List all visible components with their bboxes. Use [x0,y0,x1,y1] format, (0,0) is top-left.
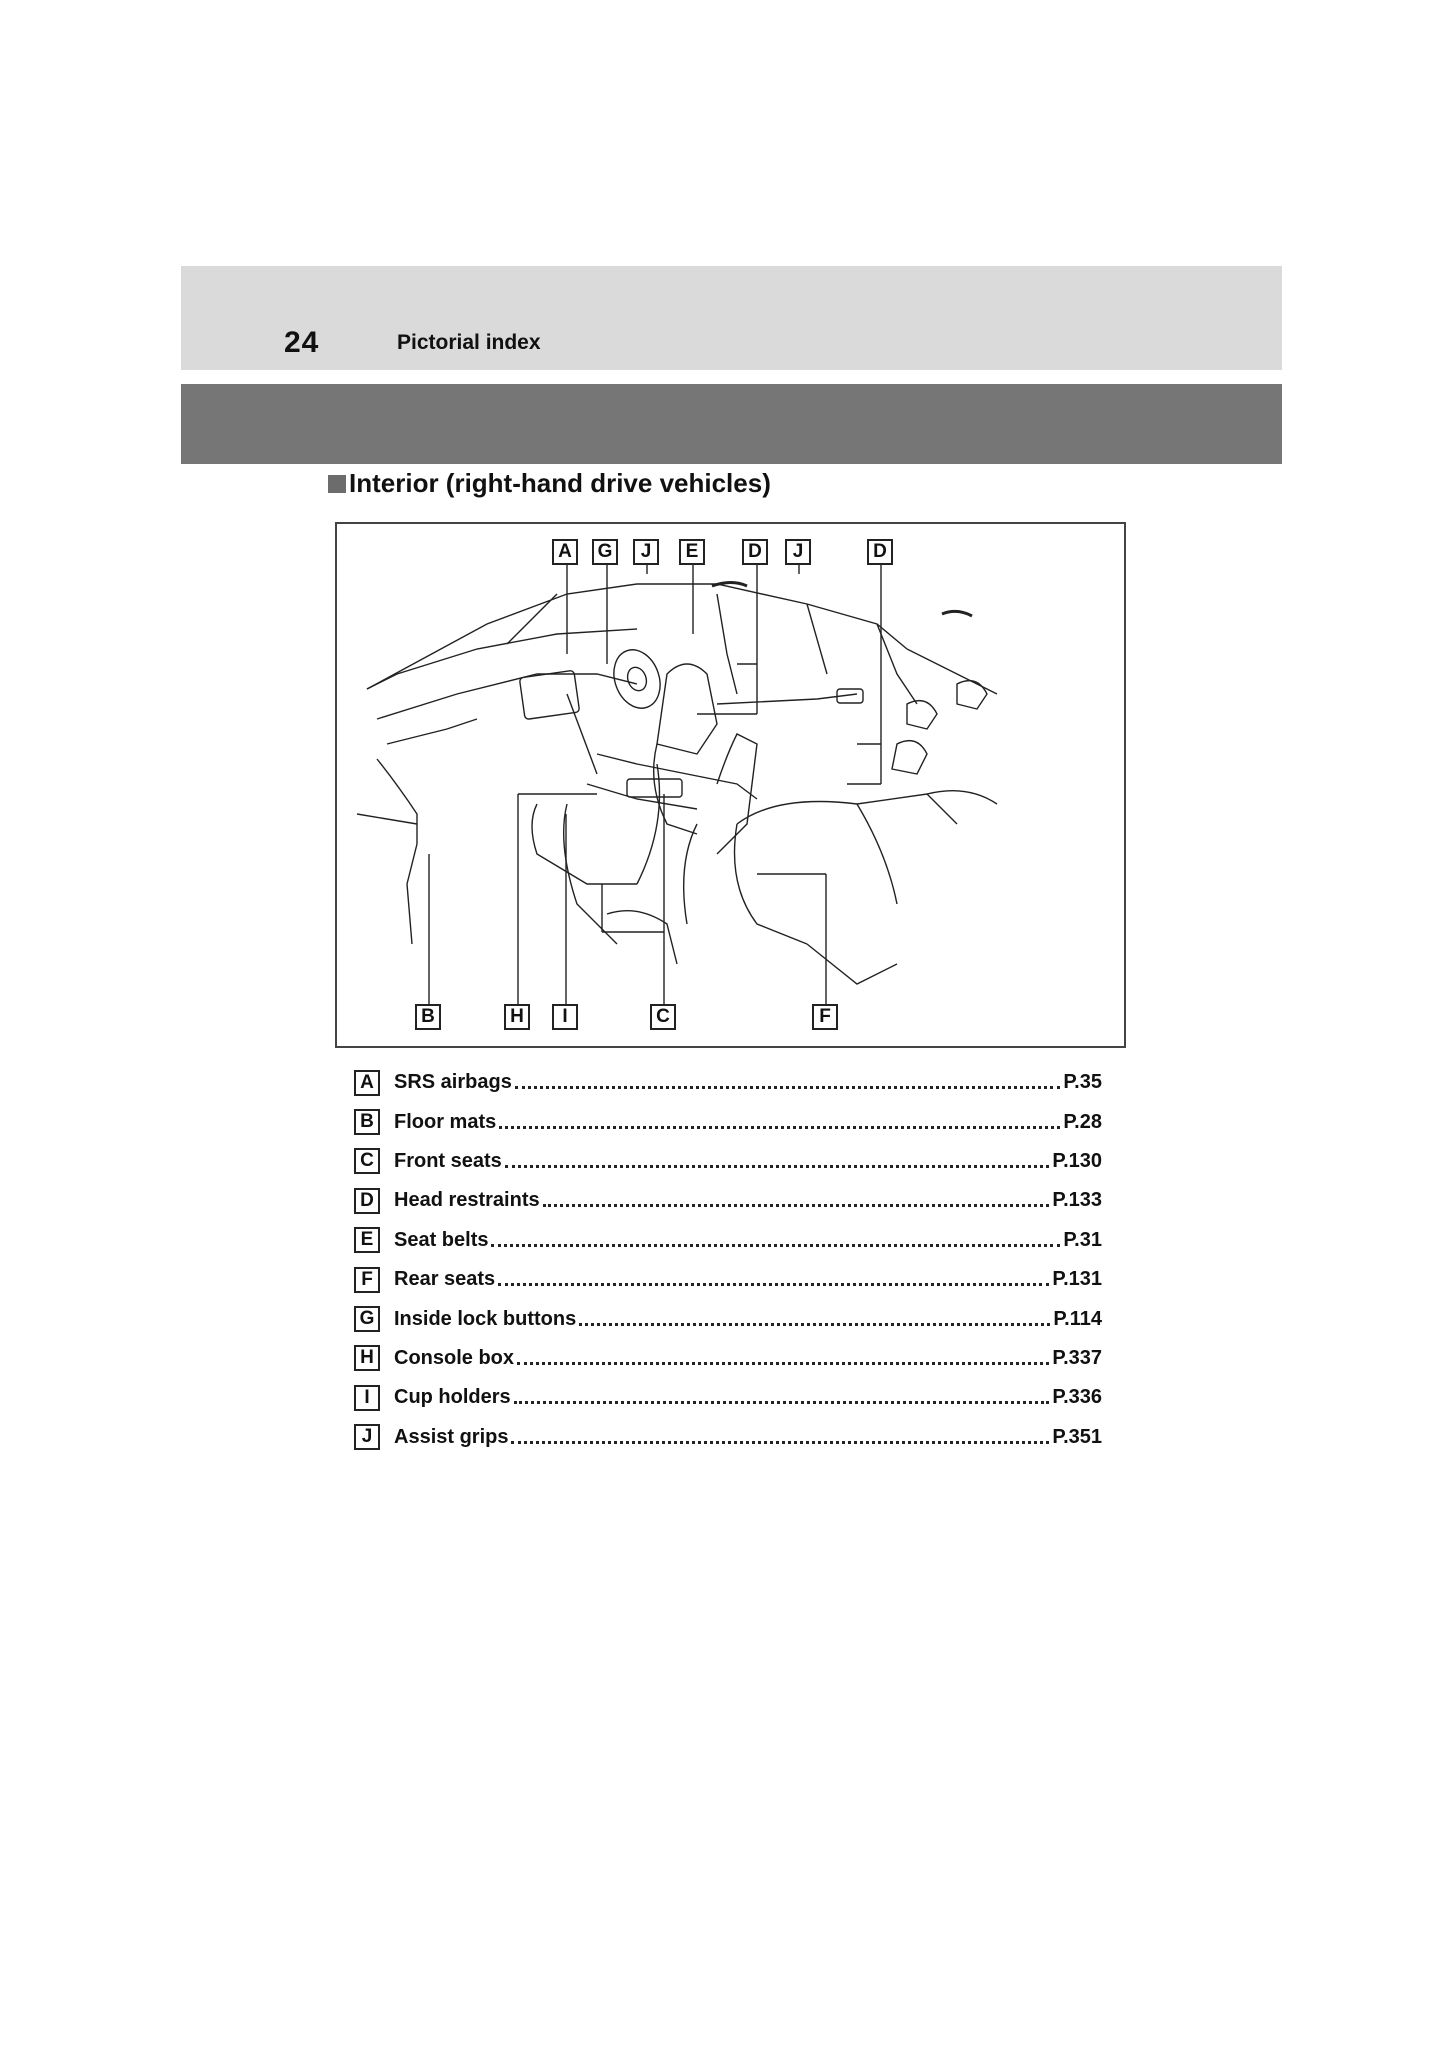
item-key: H [354,1345,380,1371]
callout-bottom-f: F [812,1004,838,1030]
page-reference[interactable]: P.131 [1052,1268,1102,1291]
item-key: I [354,1385,380,1411]
page-number: 24 [284,326,320,359]
item-key: F [354,1267,380,1293]
callout-bottom-c: C [650,1004,676,1030]
item-label: Seat belts [394,1228,489,1251]
page-reference[interactable]: P.337 [1052,1346,1102,1369]
page-reference[interactable]: P.351 [1052,1425,1102,1448]
dot-leader [498,1283,1049,1286]
list-item[interactable] [354,1063,1102,1102]
callout-top-d-2: D [867,539,893,565]
item-label: Assist grips [394,1425,509,1448]
page-heading [328,468,771,499]
item-label: Console box [394,1346,515,1369]
header-band-dark [181,384,1282,464]
list-item[interactable] [354,1299,1102,1338]
callout-top-j-2: J [785,539,811,565]
page-reference[interactable]: P.133 [1052,1189,1102,1212]
list-item[interactable] [354,1418,1102,1457]
heading-text: Interior (right-hand drive vehicles) [349,468,771,498]
item-key: E [354,1227,380,1253]
page-reference[interactable]: P.336 [1052,1386,1102,1409]
dot-leader [514,1401,1050,1404]
header-band-light [181,266,1282,370]
list-item[interactable] [354,1378,1102,1417]
callout-top-g: G [592,539,618,565]
list-item[interactable] [354,1221,1102,1260]
page-reference[interactable]: P.130 [1052,1149,1102,1172]
callout-bottom-b: B [415,1004,441,1030]
item-label: Cup holders [394,1386,511,1409]
index-list [354,1063,1102,1457]
item-label: SRS airbags [394,1071,512,1094]
callout-top-d: D [742,539,768,565]
item-key: J [354,1424,380,1450]
dot-leader [515,1086,1061,1089]
item-key: C [354,1148,380,1174]
callout-top-j: J [633,539,659,565]
item-label: Rear seats [394,1268,496,1291]
page-reference[interactable]: P.31 [1063,1228,1102,1251]
callout-bottom-i: I [552,1004,578,1030]
list-item[interactable] [354,1181,1102,1220]
dot-leader [491,1244,1060,1247]
item-key: A [354,1070,380,1096]
item-key: G [354,1306,380,1332]
item-label: Floor mats [394,1110,497,1133]
list-item[interactable] [354,1260,1102,1299]
callout-bottom-h: H [504,1004,530,1030]
list-item[interactable] [354,1142,1102,1181]
list-item[interactable] [354,1339,1102,1378]
item-label: Head restraints [394,1189,540,1212]
item-key: B [354,1109,380,1135]
page-reference[interactable]: P.114 [1053,1307,1102,1330]
page-reference[interactable]: P.28 [1063,1110,1102,1133]
dot-leader [579,1323,1050,1326]
dot-leader [505,1165,1050,1168]
item-label: Inside lock buttons [394,1307,577,1330]
heading-square-icon [328,475,346,493]
section-title: Pictorial index [397,331,541,354]
item-key: D [354,1188,380,1214]
callout-top-e: E [679,539,705,565]
dot-leader [499,1126,1060,1129]
dot-leader [543,1204,1050,1207]
callout-top-a: A [552,539,578,565]
list-item[interactable] [354,1102,1102,1141]
interior-illustration [335,522,1126,1048]
item-label: Front seats [394,1149,502,1172]
dot-leader [517,1362,1049,1365]
dot-leader [511,1441,1049,1444]
page-reference[interactable]: P.35 [1063,1071,1102,1094]
car-interior-drawing [337,524,1124,1046]
